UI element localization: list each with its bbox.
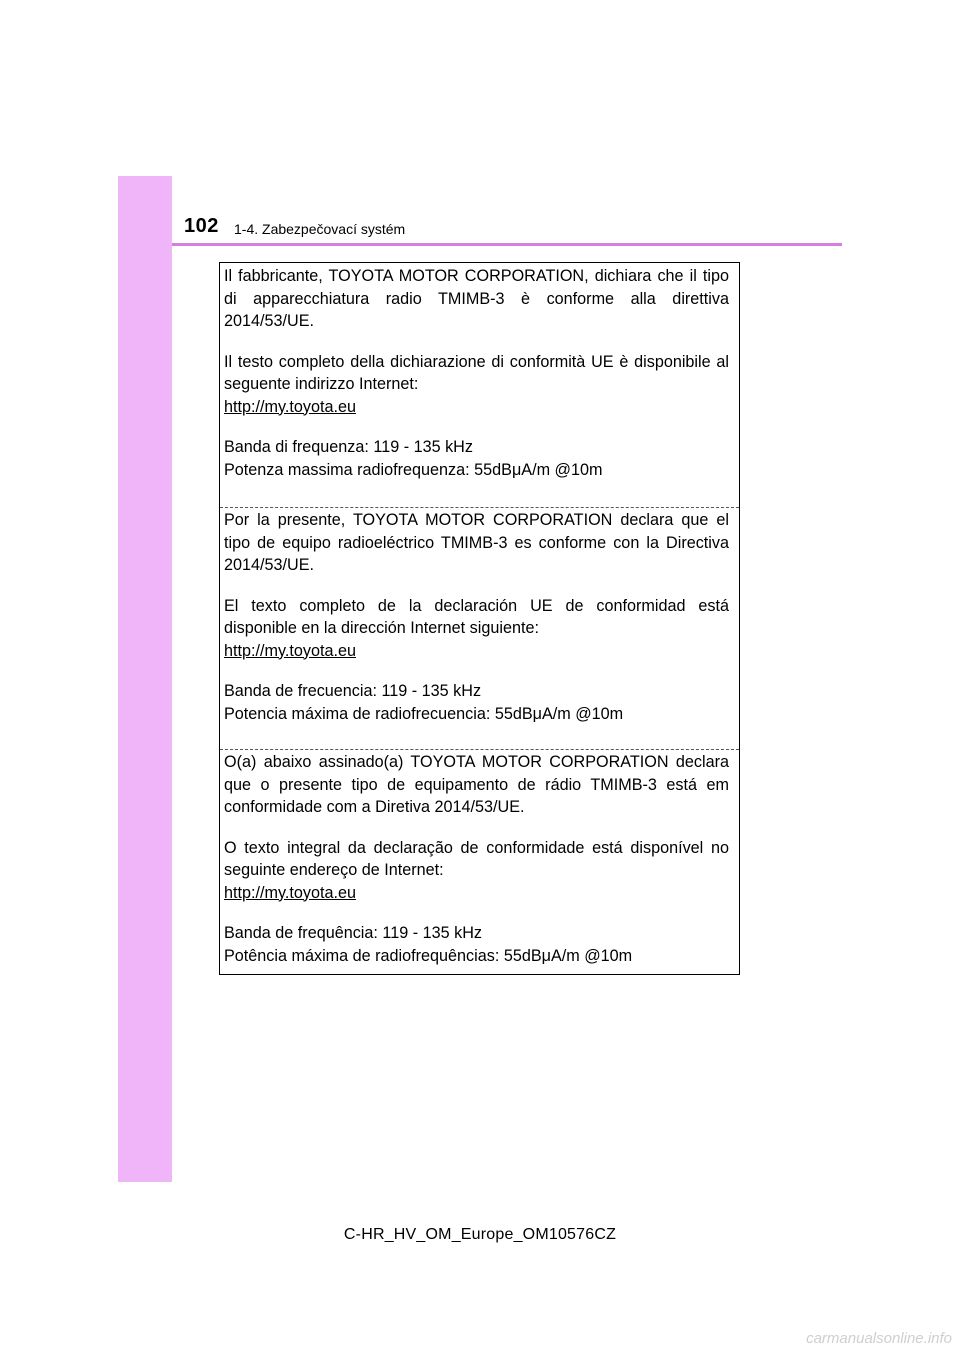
page-number: 102: [184, 215, 219, 237]
max-power: Potencia máxima de radiofrecuencia: 55dBμA/m @10m: [224, 704, 624, 723]
frequency-band: Banda de frecuencia: 119 - 135 kHz: [224, 682, 482, 700]
section-divider: [220, 749, 739, 750]
declaration-text: Por la presente, TOYOTA MOTOR CORPORATION declara que el tipo de equipo radioeléctrico TMIMB-3 es conforme con la Directiva 2014/53/UE.: [224, 511, 729, 574]
side-tab: [118, 176, 172, 1182]
max-power: Potência máxima de radiofrequências: 55dBμA/m @10m: [224, 946, 633, 965]
declaration-link[interactable]: http://my.toyota.eu: [224, 641, 356, 660]
declaration-link[interactable]: http://my.toyota.eu: [224, 397, 356, 416]
frequency-band: Banda di frequenza: 119 - 135 kHz: [224, 438, 473, 456]
section-divider: [220, 507, 739, 508]
portuguese-declaration: [220, 751, 739, 967]
header-divider: [172, 243, 842, 246]
italian-declaration: [220, 265, 739, 481]
max-power: Potenza massima radiofrequenza: 55dBμA/m @10m: [224, 460, 603, 479]
site-watermark: carmanualsonline.info: [806, 1330, 952, 1347]
availability-text: El texto completo de la declaración UE de conformidad está disponible en la dirección Internet siguiente:: [224, 596, 729, 637]
spanish-declaration: [220, 509, 739, 725]
availability-text: O texto integral da declaração de conformidade está disponível no seguinte endereço de Internet:: [224, 838, 729, 879]
declaration-text: Il fabbricante, TOYOTA MOTOR CORPORATION, dichiara che il tipo di apparecchiatura radio TMIMB-3 è conforme alla direttiva 2014/53/UE.: [224, 267, 729, 330]
availability-text: Il testo completo della dichiarazione di conformità UE è disponibile al seguente indirizzo Internet:: [224, 352, 729, 393]
declaration-link[interactable]: http://my.toyota.eu: [224, 883, 356, 902]
document-code: C-HR_HV_OM_Europe_OM10576CZ: [343, 1226, 617, 1243]
declaration-text: O(a) abaixo assinado(a) TOYOTA MOTOR CORPORATION declara que o presente tipo de equipamento de rádio TMIMB-3 está em conformidade com a Diretiva 2014/53/UE.: [224, 753, 729, 816]
declaration-box: [219, 262, 740, 975]
frequency-band: Banda de frequência: 119 - 135 kHz: [224, 924, 482, 942]
section-title: 1-4. Zabezpečovací systém: [234, 221, 406, 237]
